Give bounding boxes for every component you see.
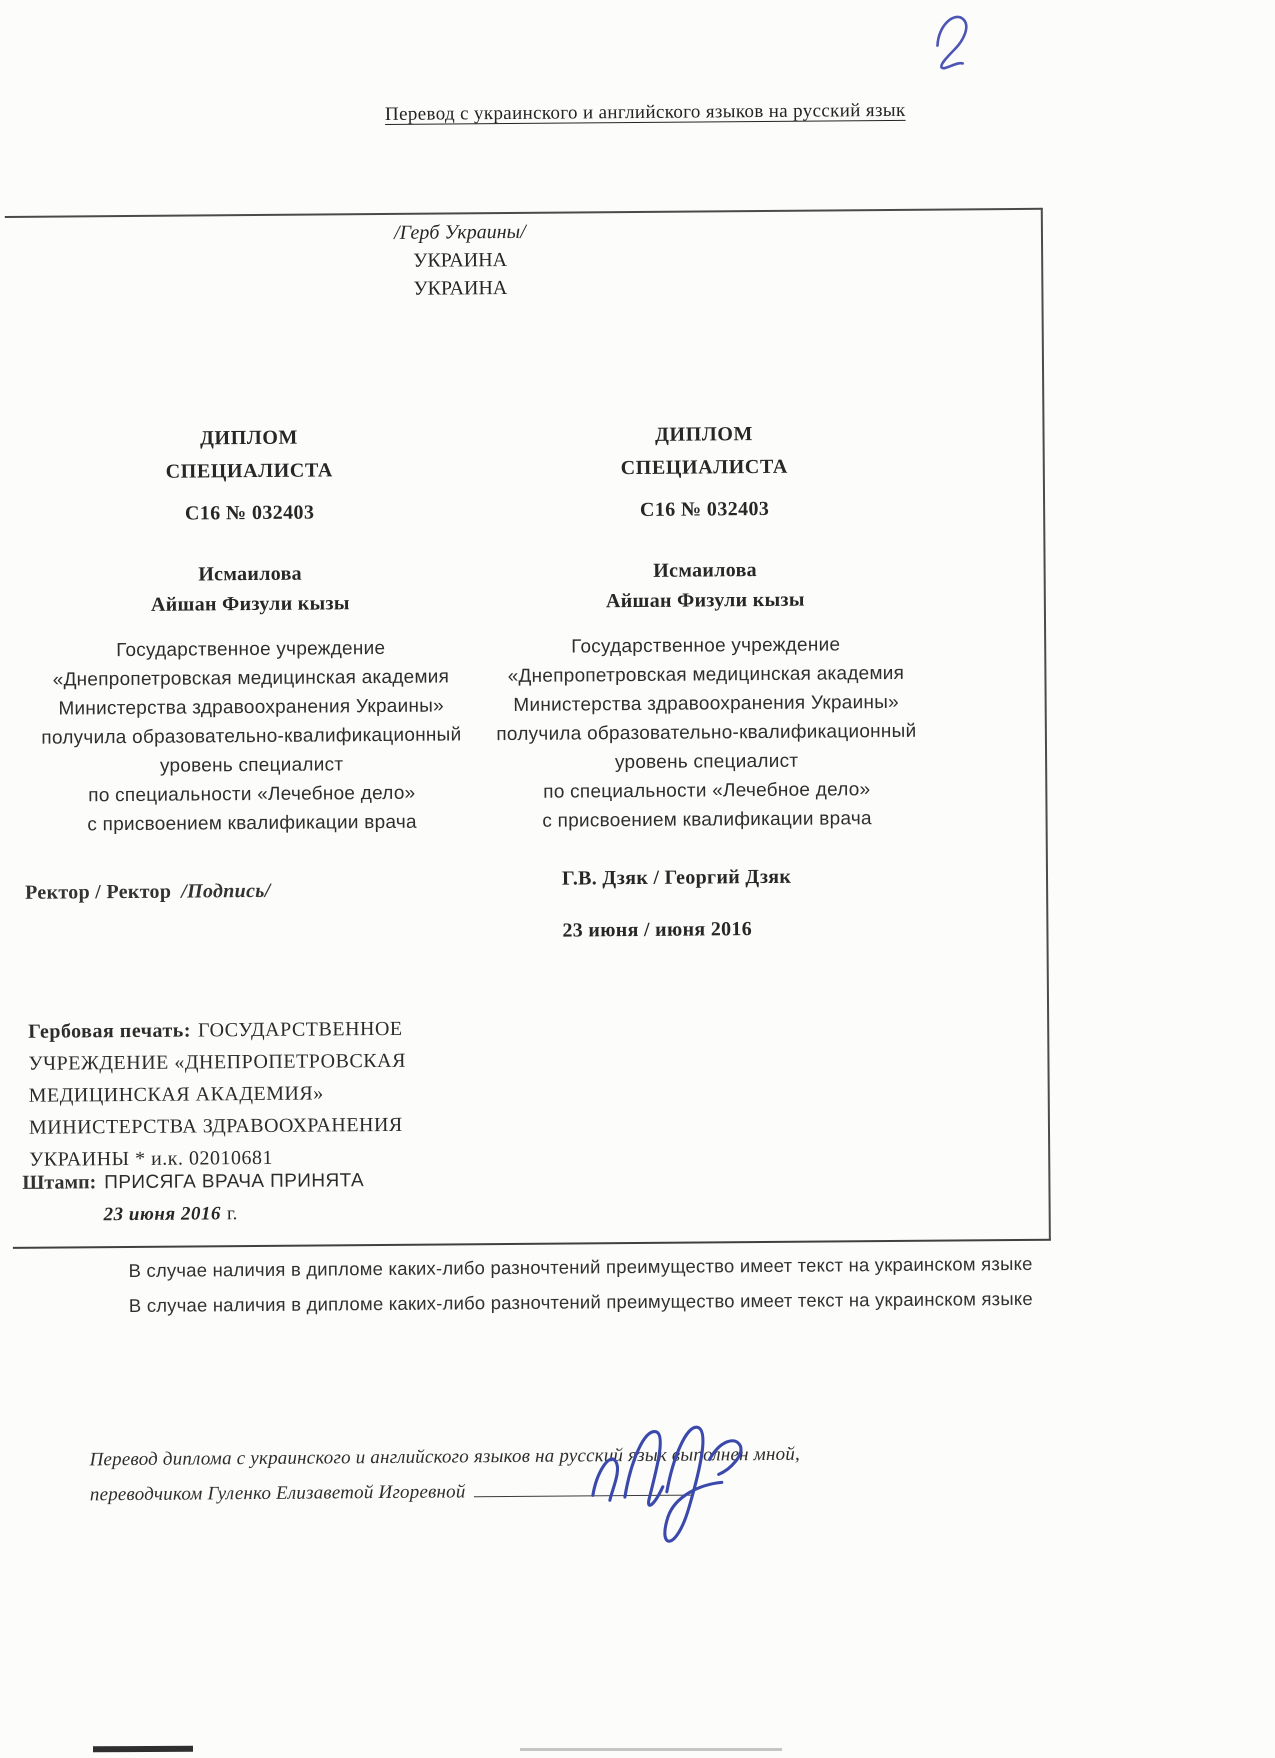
rector-name: Г.В. Дзяк / Георгий Дзяк — [561, 865, 792, 890]
discrepancy-footnote — [58, 1245, 1104, 1323]
handwritten-page-number — [929, 7, 984, 73]
body-line: Государственное учреждение — [116, 637, 386, 662]
seal-line: МЕДИЦИНСКАЯ АКАДЕМИЯ» — [28, 1082, 324, 1107]
scan-edge-artifact — [520, 1748, 782, 1751]
body-line: получила образовательно-квалификационный — [41, 724, 462, 749]
footnote-line: В случае наличия в дипломе каких-либо разночтений преимущество имеет текст на украинском языке — [128, 1252, 1033, 1282]
diploma-title-right — [476, 417, 932, 487]
body-line: Государственное учреждение — [571, 634, 841, 658]
body-line: Министерства здравоохранения Украины» — [513, 691, 899, 716]
diploma-body-left — [23, 633, 480, 840]
diploma-serial-right: С16 № 032403 — [639, 497, 770, 521]
body-line: уровень специалист — [614, 750, 799, 774]
signature-placeholder-note: /Подпись/ — [181, 879, 271, 903]
holder-given-name: Айшан Физули кызы — [605, 588, 805, 613]
seal-line: МИНИСТЕРСТВА ЗДРАВООХРАНЕНИЯ — [28, 1113, 403, 1139]
stamp-date: 23 июня 2016 — [103, 1203, 221, 1226]
stamp-date-line — [104, 1203, 238, 1226]
seal-note — [28, 1012, 499, 1176]
body-line: с присвоением квалификации врача — [87, 811, 417, 836]
seal-line: УКРАИНЫ * и.к. 02010681 — [29, 1146, 274, 1171]
handwritten-2-glyph — [929, 7, 984, 73]
country-name: УКРАИНА — [413, 277, 508, 300]
holder-surname: Исмаилова — [653, 559, 758, 582]
body-line: с присвоением квалификации врача — [542, 808, 872, 832]
signature-scribble-icon — [574, 1399, 790, 1556]
stamp-date-suffix: г. — [226, 1203, 238, 1225]
herald-block — [280, 217, 641, 304]
stamp-note — [22, 1169, 364, 1195]
body-line: по специальности «Лечебное дело» — [543, 779, 871, 803]
rector-line — [25, 880, 271, 905]
issue-date: 23 июня / июня 2016 — [562, 918, 753, 942]
body-line: «Днепропетровская медицинская академия — [507, 662, 905, 688]
diploma-title-left — [21, 420, 477, 490]
seal-label: Гербовая печать: — [28, 1019, 192, 1043]
translator-statement-line: Перевод диплома с украинского и английского языков на русский язык выполнен мной, — [89, 1443, 801, 1471]
diploma-title-line: ДИПЛОМ — [655, 423, 754, 446]
holder-surname: Исмаилова — [198, 562, 303, 586]
emblem-note: /Герб Украины/ — [394, 220, 526, 244]
seal-line: УЧРЕЖДЕНИЕ «ДНЕПРОПЕТРОВСКАЯ — [28, 1049, 406, 1075]
holder-name-left — [23, 557, 478, 621]
body-line: получила образовательно-квалификационный — [496, 720, 917, 746]
seal-line — [28, 1012, 498, 1048]
seal-text: ГОСУДАРСТВЕННОЕ — [197, 1017, 403, 1042]
country-name: УКРАИНА — [413, 249, 508, 272]
diploma-title-line: ДИПЛОМ — [200, 426, 299, 450]
body-line: «Днепропетровская медицинская академия — [52, 666, 450, 691]
diploma-body-right — [478, 630, 935, 837]
body-line: Министерства здравоохранения Украины» — [58, 695, 445, 720]
scan-edge-artifact — [93, 1746, 193, 1753]
translation-header: Перевод с украинского и английского языков на русский язык — [384, 99, 906, 125]
footnote-line: В случае наличия в дипломе каких-либо разночтений преимущество имеет текст на украинском языке — [128, 1287, 1033, 1317]
diploma-serial-left: С16 № 032403 — [184, 501, 315, 525]
translator-name: переводчиком Гуленко Елизаветой Игоревной — [89, 1481, 466, 1506]
body-line: уровень специалист — [159, 754, 344, 777]
holder-name-right — [477, 554, 932, 618]
stamp-text: ПРИСЯГА ВРАЧА ПРИНЯТА — [104, 1170, 365, 1194]
stamp-label: Штамп: — [22, 1171, 97, 1194]
translator-signature — [574, 1399, 790, 1556]
body-line: по специальности «Лечебное дело» — [88, 782, 416, 807]
diploma-title-line: СПЕЦИАЛИСТА — [620, 455, 788, 480]
rector-label: Ректор / Ректор — [25, 880, 172, 904]
holder-given-name: Айшан Физули кызы — [150, 592, 350, 616]
diploma-title-line: СПЕЦИАЛИСТА — [165, 459, 333, 483]
